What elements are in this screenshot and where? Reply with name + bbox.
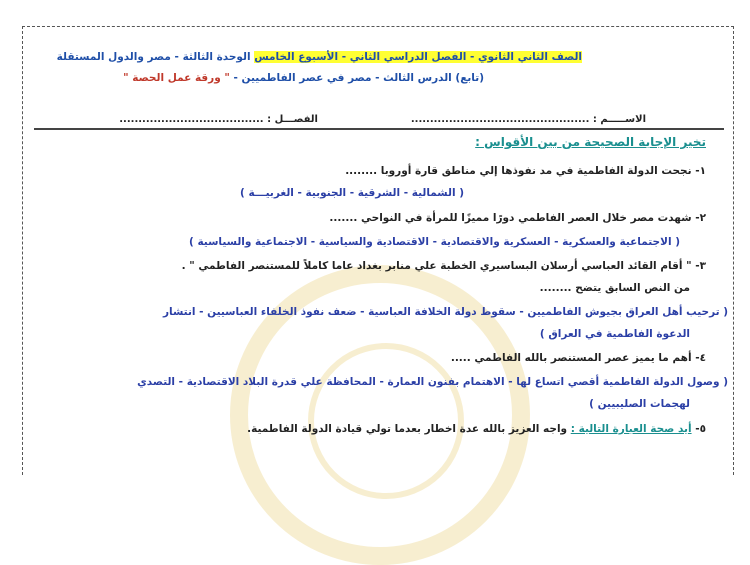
question-2-options: ( الاجتماعية والعسكرية - العسكرية والاقتصادية - الاقتصادية والسياسية - الاجتماعية والسياسية ) [188,236,680,248]
name-field[interactable] [411,114,646,125]
header-unit: الوحدة الثالثة - مصر والدول المستقلة [56,51,251,63]
header-highlight: الصف الثاني الثانوي - الفصل الدراسي الثاني - الأسبوع الخامس [254,51,582,63]
section-title: تخير الإجابة الصحيحة من بين الأقواس : [475,135,706,149]
question-4-options-1: ( وصول الدولة الفاطمية أقصي اتساع لها - الاهتمام بفنون العمارة - المحافظة علي قدرة البلاد الاقتصادية - التصدي [137,376,728,388]
question-2: ٢- شهدت مصر خلال العصر الفاطمي دورًا مميزًا للمرأة في النواحي ....... [329,212,706,224]
question-3-options-2: الدعوة الفاطمية في العراق ) [539,328,690,340]
header-line-1 [57,51,582,63]
question-4: ٤- أهم ما يميز عصر المستنصر بالله الفاطمي ..... [450,352,706,364]
divider [34,128,724,130]
question-5-number: ٥- [695,423,706,435]
question-5 [247,423,706,435]
question-3-sub: من النص السابق يتضح ........ [539,282,690,294]
question-3: ٣- " أقام القائد العباسي أرسلان البساسيري الخطبة علي منابر بغداد عاما كاملاً للمستنصر الفاطمي " . [181,260,706,272]
question-3-options-1: ( ترحيب أهل العراق بجيوش الفاطميين - سقوط دولة الخلافة العباسية - ضعف نفوذ الخلفاء العباسيين - انتشار [162,306,728,318]
question-5-text: واجه العزيز بالله عدة اخطار بعدما تولي قيادة الدولة الفاطمية. [247,423,568,435]
question-1: ١- نجحت الدولة الفاطمية في مد نفوذها إلي مناطق قارة أوروبا ........ [345,165,706,177]
lesson-title: (تابع) الدرس الثالث - مصر في عصر الفاطميين - [233,72,484,84]
name-label: الاســـــم : [592,114,646,125]
question-1-options: ( الشمالية - الشرقية - الجنوبية - الغربيـــة ) [240,187,464,199]
question-4-options-2: لهجمات الصليبيين ) [589,398,690,410]
class-label: الفصـــل : [267,114,318,125]
header-line-2 [123,72,484,84]
class-field[interactable] [119,114,318,125]
worksheet-tag: " ورقة عمل الحصة " [123,72,230,84]
class-dots: ...................................... [119,114,264,125]
name-dots: ............................................... [410,114,590,125]
question-5-title: أيد صحة العبارة التالية : [570,423,692,435]
